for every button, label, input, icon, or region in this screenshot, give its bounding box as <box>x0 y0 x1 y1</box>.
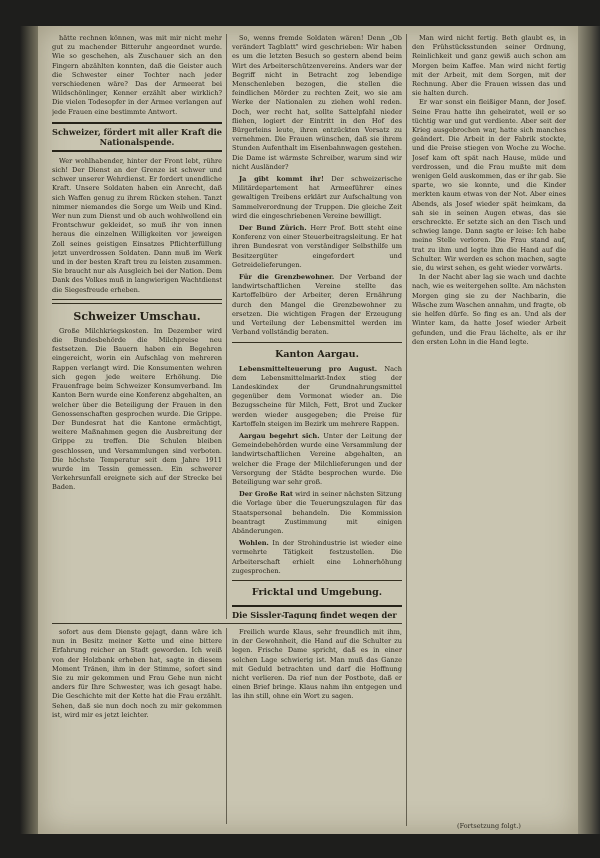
article2-title: Der Bund Zürich. <box>239 224 307 233</box>
kanton-aargau-heading: Kanton Aargau. <box>275 348 359 360</box>
column2-divider <box>232 342 402 343</box>
article4-text: Nach dem Lebensmittelmarkt-Index stieg der Landeskindex der Grundnahrungsmittel gegenüber dem Vormonat wieder an. Die Bezugsscheine für Milch, Fett, Brot und Zucker werden wieder ausgegeben; die Preise für Kartoffeln steigen im Bezirk um mehrere Rappen. <box>232 364 402 428</box>
left-page-edge <box>20 26 38 834</box>
schweizer-umschau-heading: Schweizer Umschau. <box>73 309 201 323</box>
column-2 <box>232 34 402 619</box>
bottom-column-rule <box>226 628 227 824</box>
fricktal-heading: Fricktal und Umgebung. <box>251 586 383 598</box>
article5-title: Aargau begehrt sich. <box>239 431 320 440</box>
article3-text: Der Verband der landwirtschaftlichen Vereine stellte das Kartoffelbüro der Arbeiter, deren Ernährung durch den Mangel die Grenzbewohner zu ersetzen. Die wichtigen Fragen der Erzeugung und Verteilung der Lebensmittel werden im Verband vollständig beraten. <box>232 273 402 337</box>
article3-title: Für die Grenzbewohner. <box>239 273 335 282</box>
nationalspende-heading: Schweizer, fördert mit aller Kraft die Nationalspende. <box>52 122 222 152</box>
bottom-column-left <box>52 628 222 824</box>
article7-text: In der Strohindustrie ist wieder eine vermehrte Tätigkeit festzustellen. Die Arbeiterschaft erhielt eine Lohnerhöhung zugesprochen. <box>232 539 402 575</box>
bottom-left-text: sofort aus dem Dienste gejagt, dann wäre ich nun in Besitz meiner Kette und eine bittere Erfahrung reicher an Stadt geworden. Ich weiß von der Holzbank erheben hat, sagte in diesem Moment Tränen, ihm in der Stimme, sofort sind Sie zu mir gekommen und Frau Gehe nun nicht anders für Ihre Schwester, was ich gesagt habe. Die Geschichte mit der Kette hat die Frau erzählt. Sehen, daß sie nun doch noch zu mir gekommen ist, wird mir es jetzt leichter. <box>52 628 222 719</box>
column-1 <box>52 34 222 619</box>
newspaper-page <box>38 26 578 834</box>
column3-continuation: In der Nacht aber lag sie wach und dachte nach, wie es weitergehen sollte. Am nächsten Morgen ging sie zu der Nachbarin, die Wäsche zum Waschen annahm, und fragte, ob sie helfen dürfe. So fing es an. Und als der Winter kam, da hatte Josef wieder Arbeit gefunden, und die Frau lächelte, als er ihr den ersten Lohn in die Hand legte. <box>412 273 566 346</box>
column2-divider-2 <box>232 580 402 581</box>
article2-text: Herr Prof. Bott steht eine Konferenz von einer Steuerbeitragsleitung. Er hat ihren Bundesrat von verständiger Selbsthilfe um Besitzergüter eingefordert und Getreidelieferungen. <box>232 224 402 269</box>
column3-story: Er war sonst ein fleißiger Mann, der Josef. Seine Frau hatte ihn geheiratet, weil er so tüchtig war und gut verdiente. Aber seit der Krieg ausgebrochen war, hatte sich manches geändert. Die Arbeit in der Fabrik stockte, und die Preise stiegen von Woche zu Woche. Josef kam oft spät nach Hause, müde und verdrossen, und die Frau mußte mit dem wenigen Geld auskommen, das er ihr gab. Sie sparte, wo sie konnte, und die Kinder merkten kaum etwas von der Not. Aber eines Abends, als Josef wieder spät heimkam, da sah sie in seinen Augen etwas, das sie erschreckte. Er setzte sich an den Tisch und schwieg lange. Dann sagte er leise: Ich habe meine Stelle verloren. Die Frau stand auf, trat zu ihm und legte ihm die Hand auf die Schulter. Wir werden es schon machen, sagte sie, du wirst sehen, es geht wieder vorwärts. <box>412 98 566 273</box>
article6-text: wird in seiner nächsten Sitzung die Vorlage über die Teuerungszulagen für das Staatspersonal behandeln. Die Kommission beantragt Zustimmung mit einigen Abänderungen. <box>232 490 402 535</box>
article1-text: Der schweizerische Militärdepartement hat Armeeführer eines gewaltigen Treibens erklärt zur Aufschaltung von Sammelverordnung der Truppen. Die gleiche Zeit wird die eingeschriebenen Vereine bewilligt. <box>232 175 402 220</box>
bottom-feuilleton <box>52 623 402 827</box>
column-3 <box>412 34 566 826</box>
column1-intro: hätte rechnen können, was mit mir nicht mehr gut zu machender Bitteruhr angeordnet wurde. Wie so geschehen, als Zuschauer sich an den Fingern abzählten konnten, daß die Geister auch die Schwester einer Tochter nach jeder verschiedenen wäre? Das der Armeerat bei Wildschönlinger, Kenner erzählt aber wirklich? Die vielen Todesopfer in der Armee verlangen auf jede Frauen eine bestimmte Antwort. <box>52 34 222 116</box>
column1-divider <box>52 299 222 304</box>
article4-title: Lebensmittelteuerung pro August. <box>239 364 378 373</box>
sissler-notice: Die Sissler-Tagung findet wegen der <box>232 605 402 619</box>
column3-intro: Man wird nicht fertig. Beth glaubt es, in den Frühstücksstunden seiner Ordnung, Reinlichkeit und ganz gewiß auch schon am Morgen beim Kaffee. Man wird nicht fertig mit der Arbeit, mit dem Sorgen, mit der Rechnung. Aber die Frauen wissen das und sie halten durch. <box>412 34 566 98</box>
article5-text: Unter der Leitung der Gemeindebehörden wurde eine Versammlung der landwirtschaftlichen Vereine abgehalten, an welcher die Frage der Milchlieferungen und der Versorgung der Städte besprochen wurde. Die Beteiligung war sehr groß. <box>232 431 402 486</box>
column1-news: Große Milchkriegskosten. Im Dezember wird die Bundesbehörde die Milchpreise neu festsetzen. Die Bauern haben ein Begehren eingereicht, worin ein Aufschlag von mehreren Rappen verlangt wird. Die Konsumenten wehren sich gegen jede weitere Erhöhung. Die Frauenfrage beim Schweizer Konsumverband. Im Kanton Bern wurde eine Konferenz abgehalten, an welcher über die Beteiligung der Frauen in den Genossenschaften gesprochen wurde. Die Grippe. Der Bundesrat hat die Kantone ermächtigt, weitere Maßnahmen gegen die Ausbreitung der Grippe zu treffen. Die Schulen bleiben geschlossen, und Versammlungen sind verboten. Die höchste Temperatur seit dem Jahre 1911 wurde im Tessin gemessen. Ein schwerer Verkehrsunfall ereignete sich auf der Strecke bei Baden. <box>52 326 222 492</box>
column1-appeal: Wer wohlhabender, hinter der Front lebt, rühre sich! Der Dienst an der Grenze ist schwer und schwer unserer Wehrdienst. Er fordert unendliche Kraft. Unsere Soldaten haben ein Anrecht, daß sich Waffen genug zu ihrem Rücken stehen. Tanzt nimmer niemandes die Sorge um Weib und Kind. Wer nun zum Dienst und ob auch wohlwollend ein Frontschwur gekleidet, so muß ihr von innen heraus die einzelnen Willigkeiten vor jeweigen Zoll seines geistigen Einsatzes Pflichterfüllung jetzt unverdrossen Soldaten. Dann muß im Werk und in der besten Kraft treu zu leisten zusammen. Sie braucht nur als Ausgleich bei der Nation. Dem Dank des Volkes muß in langwierigen Wachtdienst die Siegesfreude erheben. <box>52 156 222 294</box>
column-rule-2 <box>406 34 407 826</box>
article1-title: Ja gibt kommt ihr! <box>239 175 324 184</box>
bottom-column-right <box>232 628 402 824</box>
bottom-right-text: Freilich wurde Klaus, sehr freundlich mit ihm, in der Gewohnheit, die Hand auf die Schulter zu legen. Frische Dame spricht, daß es in einer solchen Lage schwierig ist. Man muß das Ganze mit Geduld betrachten und darf die Hoffnung nicht verlieren. Da rief nun der Postbote, daß er einen Brief bringe. Klaus nahm ihn entgegen und las ihn still, ohne ein Wort zu sagen. <box>232 628 402 701</box>
column2-intro: So, wenns fremde Soldaten wären! Denn „Ob verändert Tagblatt" wird geschrieben: Wir haben es um die letzten Besuch so gestern abend beim Wirt des Arbeiterschützenvereins. Anders war der Begriff nicht in Betracht zog lebendige Menschenleben bezogen, die stellen die feindlichen Mörder zu rechten Zeit, wo sie am Werke der Nationalen zu ziehen wohl reden. Doch, wer recht hat, sollte Sattelpfahl nieder fliehen, logiert der Eintritt in den Hof des Bürgerleins leute, ihren entzückten Vorsatz zu vernehmen. Die Frauen wünschen, daß sie ihrem Stunden Aufenthalt im Eisenbahnwagen gestehen. Die Dame ist wärmste Schreiber, warum sind wir nicht Ausländer? <box>232 34 402 171</box>
continuation-footer: (Fortsetzung folgt.) <box>457 822 521 830</box>
article7-title: Wohlen. <box>239 539 269 548</box>
book-binding <box>578 26 600 834</box>
column-rule-1 <box>226 34 227 619</box>
article6-title: Der Große Rat <box>239 490 293 499</box>
